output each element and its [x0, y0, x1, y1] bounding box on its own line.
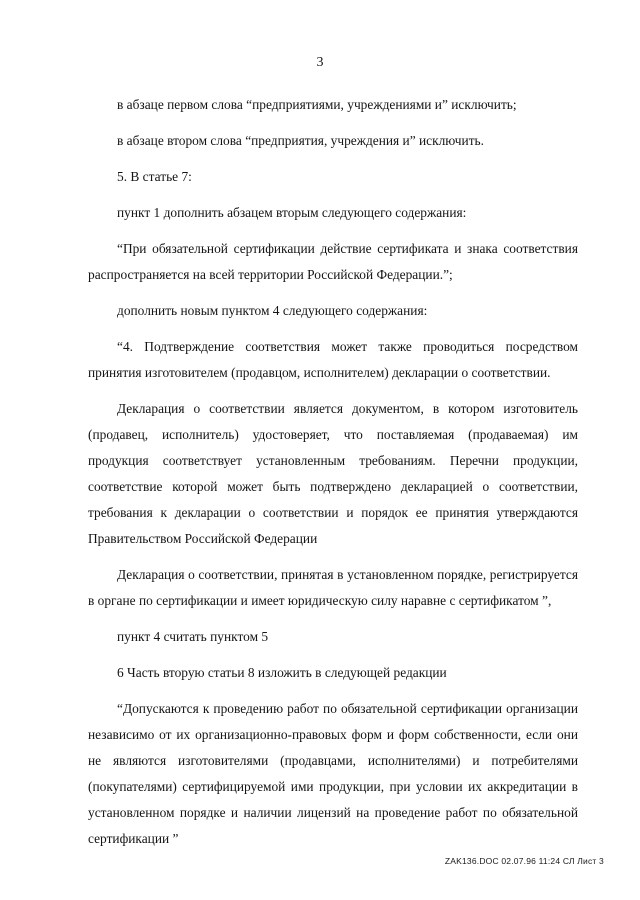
page-number: 3 — [316, 55, 324, 70]
paragraph-2: в абзаце втором слова “предприятия, учреждения и” исключить. — [117, 133, 485, 148]
paragraph-9: Декларация о соответствии, принятая в установленном порядке, регистрируется в органе по сертификации и имеет юридическую силу наравне с сертификатом ”, — [88, 567, 578, 608]
paragraph-12: “Допускаются к проведению работ по обязательной сертификации организации независимо от их организационно-правовых форм и форм собственности, если они не являются изготовителями (продавцами, исполнителями) и потребителями (покупателями) сертифицируемой ими продукции, при условии их аккредитации в установленном порядке и наличии лицензий на проведение работ по обязательной сертификации ” — [88, 701, 578, 846]
paragraph-8: Декларация о соответствии является документом, в котором изготовитель (продавец, исполнитель) удостоверяет, что поставляемая (продаваемая) им продукция соответствует установленным требованиям. Перечни продукции, соответствие которой может быть подтверждено декларацией о соответствии, требования к декларации о соответствии и порядок ее принятия утверждаются Правительством Российской Федерации — [88, 401, 578, 546]
paragraph-6: дополнить новым пунктом 4 следующего содержания: — [117, 303, 428, 318]
paragraph-11: 6 Часть вторую статьи 8 изложить в следующей редакции — [117, 665, 447, 680]
paragraph-7: “4. Подтверждение соответствия может также проводиться посредством принятия изготовителем (продавцом, исполнителем) декларации о соответствии. — [88, 339, 578, 380]
footer-file-info: ZAK136.DOC 02.07.96 11:24 СЛ Лист 3 — [444, 856, 604, 866]
paragraph-4: пункт 1 дополнить абзацем вторым следующего содержания: — [117, 205, 467, 220]
paragraph-1: в абзаце первом слова “предприятиями, учреждениями и” исключить; — [117, 97, 517, 112]
paragraph-3: 5. В статье 7: — [117, 169, 192, 184]
document-body — [88, 92, 578, 862]
paragraph-5: “При обязательной сертификации действие сертификата и знака соответствия распространяется на всей территории Российской Федерации.”; — [88, 241, 578, 282]
paragraph-10: пункт 4 считать пунктом 5 — [117, 629, 269, 644]
